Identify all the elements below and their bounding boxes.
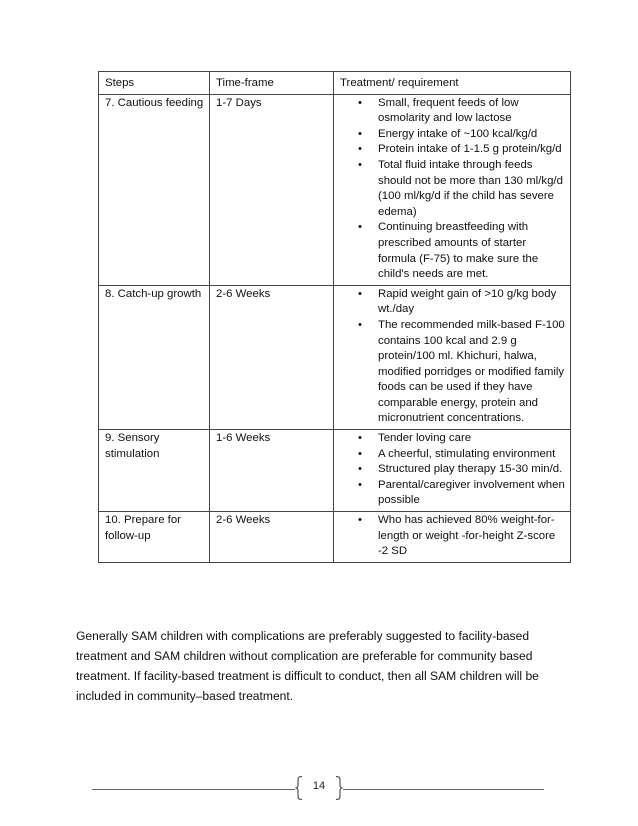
step-cell: 7. Cautious feeding [99, 94, 210, 285]
treatment-cell [334, 285, 571, 429]
page-number: 14 [312, 780, 326, 792]
treatment-list [340, 431, 565, 509]
page-footer [92, 776, 544, 800]
step-cell: 8. Catch-up growth [99, 285, 210, 429]
treatment-list-item: • Structured play therapy 15-30 min/d. [340, 462, 565, 478]
footer-rule-left [92, 789, 295, 790]
time-frame-cell: 2-6 Weeks [210, 512, 334, 563]
right-bracket-icon [335, 776, 343, 800]
treatment-list-item: • Protein intake of 1-1.5 g protein/kg/d [340, 142, 565, 158]
treatment-list-item: • Continuing breastfeeding with prescribed amounts of starter formula (F-75) to make sure the child's needs are met. [340, 220, 565, 282]
treatment-list-item: • Who has achieved 80% weight-for-length or weight -for-height Z-score -2 SD [340, 513, 565, 560]
treatment-list [340, 96, 565, 283]
header-time-frame: Time-frame [210, 72, 334, 95]
treatment-list-item: • Total fluid intake through feeds should not be more than 130 ml/kg/d (100 ml/kg/d if the child has severe edema) [340, 158, 565, 220]
table-row [99, 430, 571, 512]
footer-rule-right [343, 789, 544, 790]
time-frame-cell: 2-6 Weeks [210, 285, 334, 429]
treatment-list-item: • Small, frequent feeds of low osmolarity and low lactose [340, 96, 565, 127]
time-frame-cell: 1-7 Days [210, 94, 334, 285]
step-cell: 9. Sensory stimulation [99, 430, 210, 512]
treatment-cell [334, 94, 571, 285]
table-row [99, 94, 571, 285]
left-bracket-icon [295, 776, 303, 800]
body-paragraph: Generally SAM children with complications are preferably suggested to facility-based treatment and SAM children without complication are preferable for community based treatment. If facility-based treatment is difficult to conduct, then all SAM children will be included in community–based treatment. [76, 629, 539, 703]
treatment-list [340, 287, 565, 427]
treatment-list-item: • Tender loving care [340, 431, 565, 447]
table-header-row [99, 72, 571, 95]
header-steps: Steps [99, 72, 210, 95]
treatment-cell [334, 512, 571, 563]
table-body [99, 94, 571, 562]
time-frame-cell: 1-6 Weeks [210, 430, 334, 512]
treatment-list [340, 513, 565, 560]
treatment-cell [334, 430, 571, 512]
step-cell: 10. Prepare for follow-up [99, 512, 210, 563]
treatment-list-item: • Rapid weight gain of >10 g/kg body wt./day [340, 287, 565, 318]
header-treatment: Treatment/ requirement [334, 72, 571, 95]
treatment-list-item: • The recommended milk-based F-100 contains 100 kcal and 2.9 g protein/100 ml. Khichuri, halwa, modified porridges or modified family foods can be used if they have comparable energy, protein and micronutrient concentrations. [340, 318, 565, 427]
table-row [99, 512, 571, 563]
treatment-steps-table [98, 71, 571, 563]
treatment-list-item: • Energy intake of ~100 kcal/kg/d [340, 127, 565, 143]
treatment-list-item: • Parental/caregiver involvement when possible [340, 478, 565, 509]
treatment-list-item: • A cheerful, stimulating environment [340, 447, 565, 463]
table-row [99, 285, 571, 429]
